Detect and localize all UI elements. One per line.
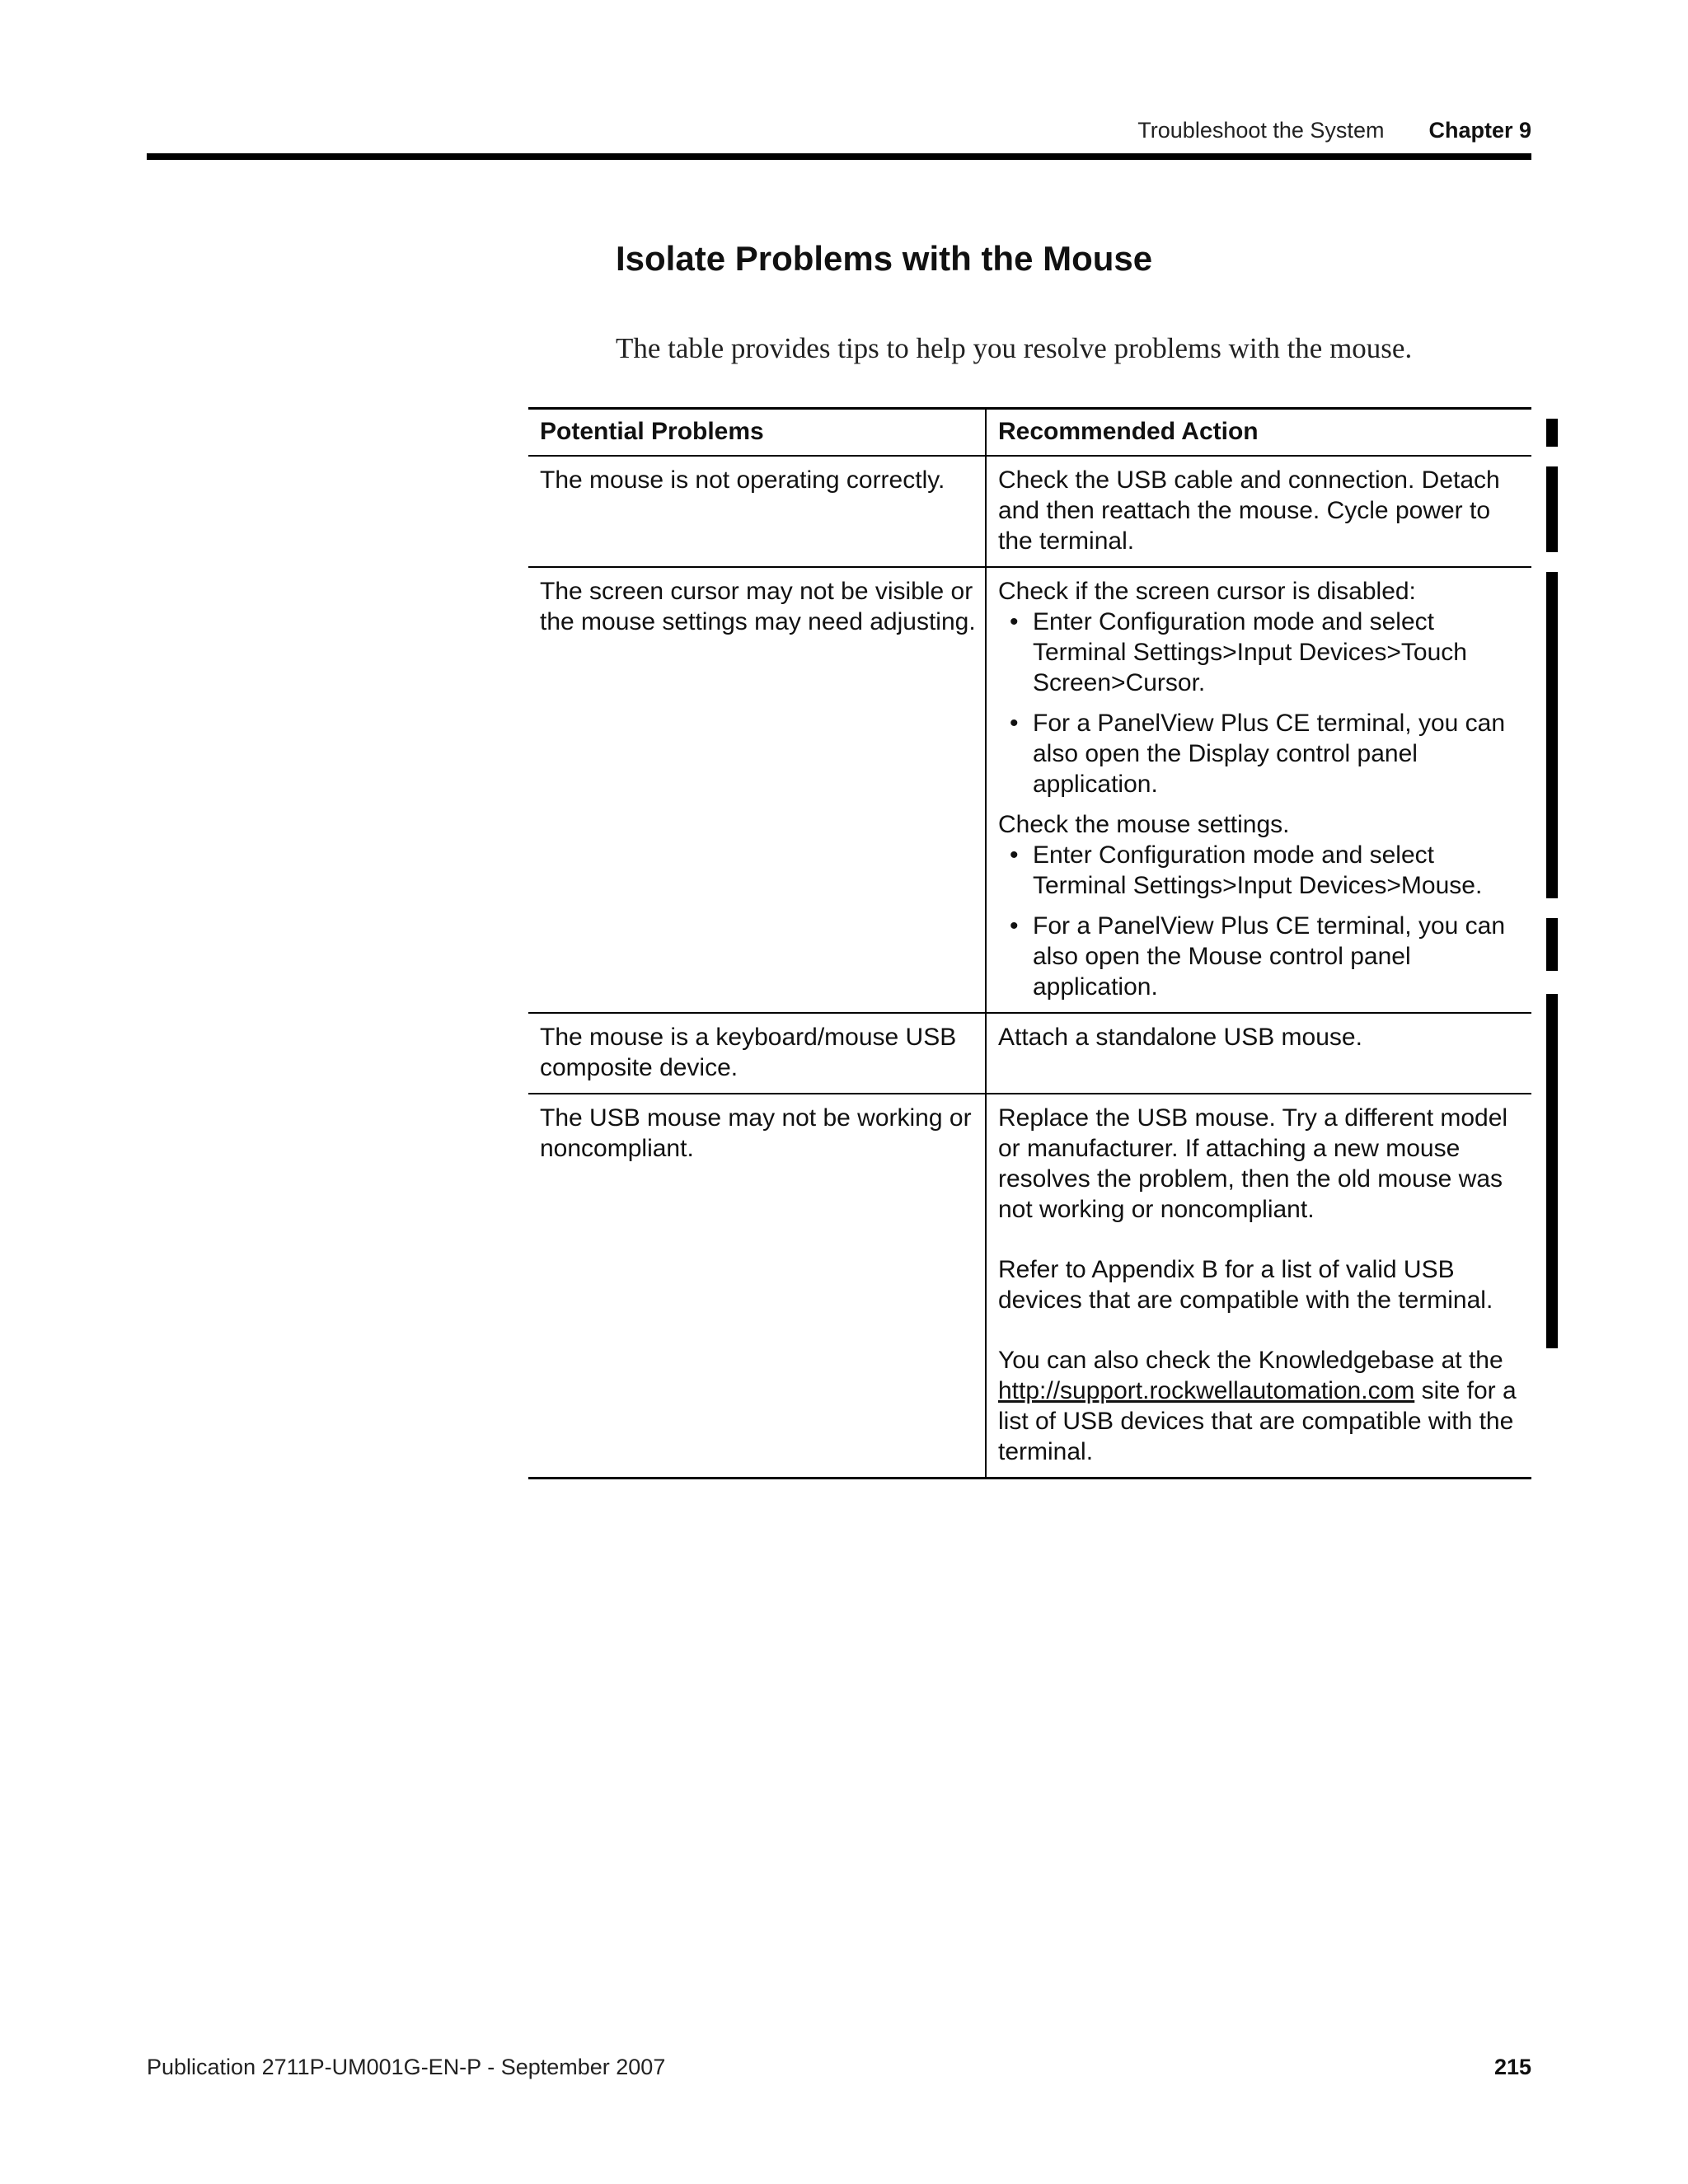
change-bar (1546, 419, 1558, 447)
running-header (147, 114, 1531, 147)
action-cell: Check the USB cable and connection. Detach and then reattach the mouse. Cycle power to the terminal. (986, 456, 1531, 567)
mouse-troubleshooting-table (528, 407, 1531, 1479)
column-header-recommended-action: Recommended Action (986, 409, 1531, 457)
action-paragraph: Replace the USB mouse. Try a different model or manufacturer. If attaching a new mouse resolves the problem, then the old mouse was not working or noncompliant. (998, 1104, 1508, 1223)
support-website-link[interactable]: http://support.rockwellautomation.com (998, 1377, 1415, 1404)
action-lead-text: Check the mouse settings. (998, 811, 1290, 838)
header-chapter-label: Chapter 9 (1428, 117, 1531, 143)
publication-info: Publication 2711P-UM001G-EN-P - September 2007 (147, 2054, 666, 2079)
table-row (528, 1013, 1531, 1094)
change-bar (1546, 466, 1558, 552)
action-lead-text: Check if the screen cursor is disabled: (998, 578, 1416, 605)
table-row (528, 456, 1531, 567)
action-paragraph-with-link (998, 1345, 1525, 1467)
bullet-list (998, 607, 1525, 799)
problem-cell: The mouse is a keyboard/mouse USB composite device. (528, 1013, 986, 1094)
action-cell: Attach a standalone USB mouse. (986, 1013, 1531, 1094)
header-rule (147, 153, 1531, 160)
intro-paragraph: The table provides tips to help you resolve problems with the mouse. (616, 332, 1413, 364)
page-footer (147, 2050, 1531, 2083)
problem-cell: The USB mouse may not be working or noncompliant. (528, 1094, 986, 1479)
table-header-row (528, 409, 1531, 457)
bullet-item: • For a PanelView Plus CE terminal, you can also open the Display control panel application. (998, 708, 1525, 799)
bullet-list (998, 840, 1525, 1002)
action-cell (986, 567, 1531, 1013)
action-group-cursor (998, 576, 1525, 799)
change-bar (1546, 572, 1558, 898)
problem-cell: The mouse is not operating correctly. (540, 466, 945, 494)
table-row (528, 567, 1531, 1013)
header-section-title: Troubleshoot the System (1137, 117, 1385, 143)
action-paragraph: Refer to Appendix B for a list of valid USB devices that are compatible with the terminal. (998, 1256, 1493, 1314)
bullet-item: • For a PanelView Plus CE terminal, you can also open the Mouse control panel application. (998, 911, 1525, 1002)
change-bar (1546, 994, 1558, 1348)
bullet-item: • Enter Configuration mode and select Terminal Settings>Input Devices>Touch Screen>Cursor. (998, 607, 1525, 698)
page-number: 215 (1493, 2054, 1531, 2079)
action-paragraph-text: You can also check the Knowledgebase at the (998, 1347, 1503, 1374)
action-cell (986, 1094, 1531, 1479)
change-bar (1546, 918, 1558, 971)
page-title: Isolate Problems with the Mouse (616, 239, 1153, 278)
action-group-mouse-settings (998, 809, 1525, 1002)
link-suffix-text: site for a list of USB devices that are compatible with the terminal. (998, 1377, 1517, 1465)
bullet-item: • Enter Configuration mode and select Terminal Settings>Input Devices>Mouse. (998, 840, 1525, 901)
column-header-potential-problems: Potential Problems (528, 409, 986, 457)
problem-cell: The screen cursor may not be visible or the mouse settings may need adjusting. (528, 567, 986, 1013)
table-row (528, 1094, 1531, 1479)
